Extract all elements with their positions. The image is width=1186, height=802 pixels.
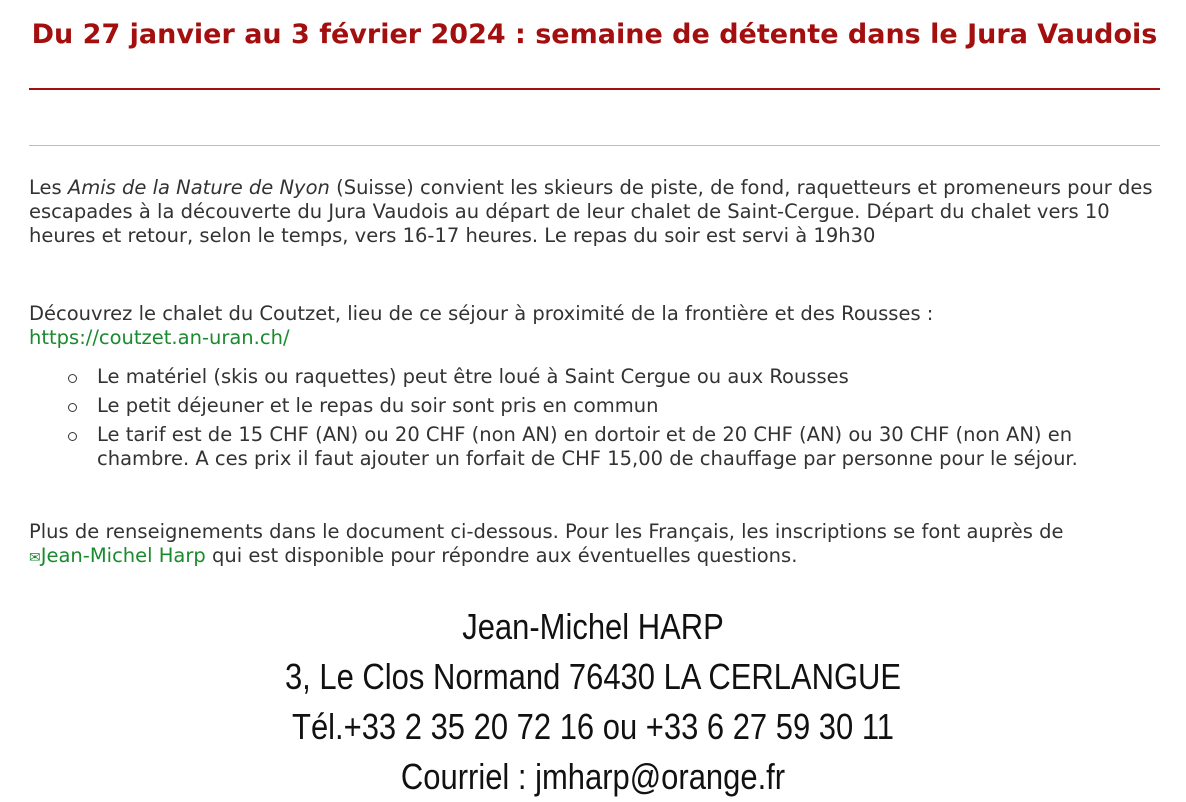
bullet-icon bbox=[68, 374, 77, 383]
registration-after: qui est disponible pour répondre aux éventuelles questions. bbox=[205, 544, 798, 567]
list-item-text: Le petit déjeuner et le repas du soir sont pris en commun bbox=[97, 394, 659, 417]
contact-address: 3, Le Clos Normand 76430 LA CERLANGUE bbox=[284, 656, 902, 697]
page-title: Du 27 janvier au 3 février 2024 : semaine de détente dans le Jura Vaudois bbox=[31, 19, 1158, 50]
intro-after: (Suisse) convient les skieurs de piste, de fond, raquetteurs et promeneurs pour des escapades à la découverte du Jura Vaudois au départ de leur chalet de Saint-Cergue. Départ du chalet vers 10 heures et retour, selon le temps, vers 16-17 heures. Le repas du soir est servi à 19h30 bbox=[29, 176, 1153, 247]
list-item-text: Le tarif est de 15 CHF (AN) ou 20 CHF (non AN) en dortoir et de 20 CHF (AN) ou 30 CHF (non AN) en chambre. A ces prix il faut ajouter un forfait de CHF 15,00 de chauffage par personne pour le séjour. bbox=[97, 423, 1078, 470]
intro-paragraph bbox=[29, 176, 1160, 248]
list-item bbox=[29, 365, 1160, 389]
discover-text: Découvrez le chalet du Coutzet, lieu de ce séjour à proximité de la frontière et des Rousses : bbox=[29, 302, 934, 325]
association-name: Amis de la Nature de Nyon bbox=[67, 176, 330, 199]
discover-paragraph bbox=[29, 302, 1160, 350]
contact-card bbox=[0, 602, 1186, 802]
list-item bbox=[29, 423, 1160, 471]
bullet-icon bbox=[68, 432, 77, 441]
chalet-link[interactable]: https://coutzet.an-uran.ch/ bbox=[29, 326, 290, 349]
list-item bbox=[29, 394, 1160, 418]
contact-mail-link[interactable] bbox=[29, 544, 206, 567]
contact-phone: Tél.+33 2 35 20 72 16 ou +33 6 27 59 30 11 bbox=[292, 706, 894, 747]
bullet-icon bbox=[68, 403, 77, 412]
contact-link-label: Jean-Michel Harp bbox=[40, 544, 206, 567]
contact-name: Jean-Michel HARP bbox=[462, 606, 724, 647]
info-list bbox=[29, 365, 1160, 476]
registration-text: Plus de renseignements dans le document ci-dessous. Pour les Français, les inscriptions se font auprès de bbox=[29, 520, 1064, 543]
list-item-text: Le matériel (skis ou raquettes) peut être loué à Saint Cergue ou aux Rousses bbox=[97, 365, 849, 388]
registration-paragraph bbox=[29, 520, 1160, 570]
intro-before: Les bbox=[29, 176, 68, 199]
mail-icon: ✉ bbox=[29, 550, 41, 566]
contact-email: Courriel : jmharp@orange.fr bbox=[400, 756, 786, 797]
